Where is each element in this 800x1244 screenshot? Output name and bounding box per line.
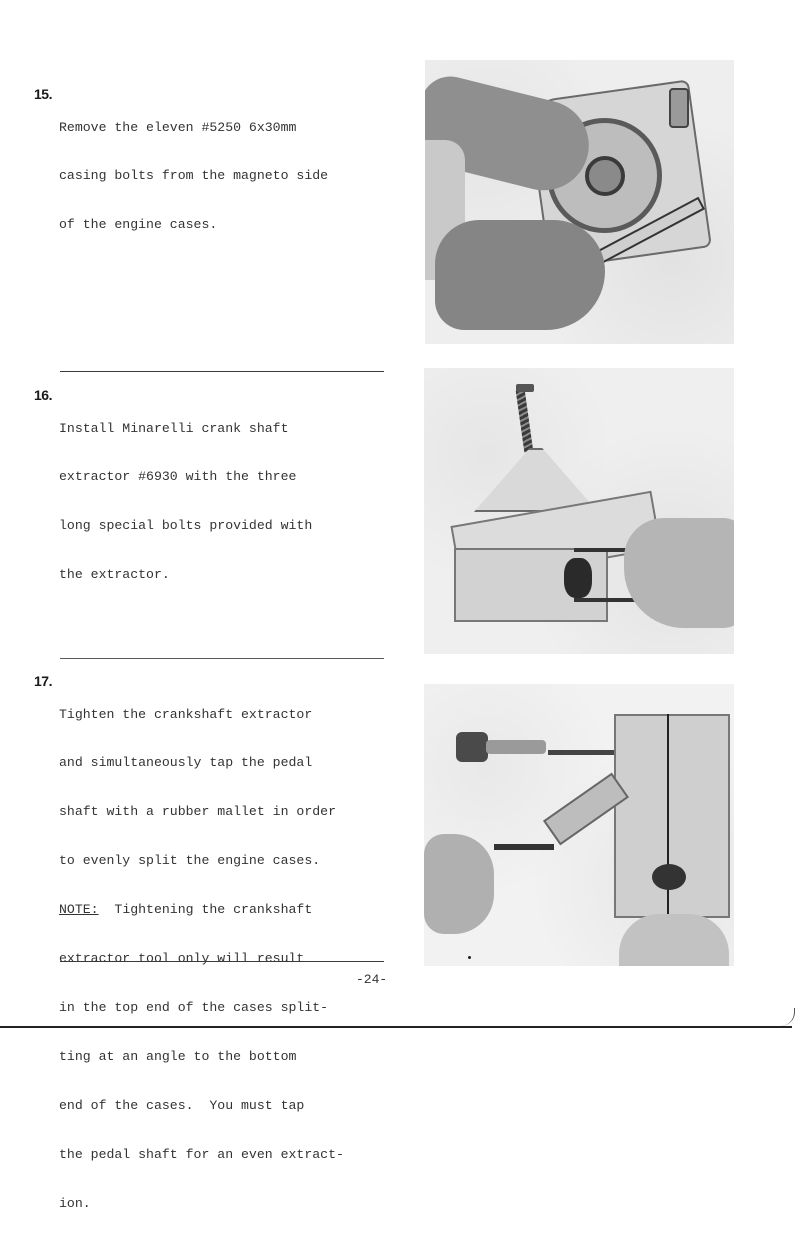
instruction-line: the pedal shaft for an even extract- — [59, 1146, 344, 1162]
cylinder-opening-shape — [652, 864, 686, 890]
hand-left-shape — [424, 834, 494, 934]
magneto-hub-shape — [585, 156, 625, 196]
step-instructions — [59, 87, 328, 266]
mallet-handle-shape — [486, 740, 546, 754]
step-number: 16. — [34, 387, 52, 403]
shaft-shape — [669, 88, 689, 128]
instruction-line: shaft with a rubber mallet in order — [59, 804, 336, 820]
instruction-line: in the top end of the cases split- — [59, 999, 329, 1015]
note-text: Tightening the crankshaft — [98, 902, 313, 918]
screw-head-shape — [516, 384, 534, 392]
hand-lower-shape — [435, 220, 605, 330]
step-number: 17. — [34, 673, 52, 689]
instruction-line: the extractor. — [59, 567, 170, 583]
step-number: 15. — [34, 86, 52, 102]
step-instructions — [59, 674, 344, 1244]
note-line — [59, 902, 344, 918]
note-label: NOTE: — [59, 902, 99, 918]
step-instructions — [59, 388, 312, 616]
step-16-photo — [424, 368, 734, 654]
speck — [468, 956, 471, 959]
page-edge-curl — [780, 1008, 795, 1026]
instruction-line: ion. — [59, 1195, 91, 1211]
instruction-line: and simultaneously tap the pedal — [59, 755, 313, 771]
mallet-head-shape — [456, 732, 488, 762]
instruction-line: Remove the eleven #5250 6x30mm — [59, 119, 297, 135]
instruction-line: casing bolts from the magneto side — [59, 168, 329, 184]
step-17-photo — [424, 684, 734, 966]
instruction-line: extractor #6930 with the three — [59, 469, 297, 485]
instruction-line: of the engine cases. — [59, 217, 218, 233]
page-edge — [0, 1026, 792, 1028]
separator-line — [60, 658, 384, 659]
instruction-line: Tighten the crankshaft extractor — [59, 706, 313, 722]
step-15-photo — [425, 60, 734, 344]
instruction-line: to evenly split the engine cases. — [59, 853, 321, 869]
cylinder-opening-shape — [564, 558, 592, 598]
instruction-line: long special bolts provided with — [59, 518, 313, 534]
separator-line — [60, 961, 384, 962]
instruction-line: end of the cases. You must tap — [59, 1097, 305, 1113]
instruction-line: Install Minarelli crank shaft — [59, 420, 289, 436]
separator-line — [60, 371, 384, 372]
page-number: -24- — [356, 972, 388, 987]
hand-right-shape — [619, 914, 729, 966]
instruction-line: ting at an angle to the bottom — [59, 1048, 297, 1064]
instruction-line: extractor tool only will result — [59, 951, 305, 967]
extractor-bolt-shape — [494, 844, 554, 850]
